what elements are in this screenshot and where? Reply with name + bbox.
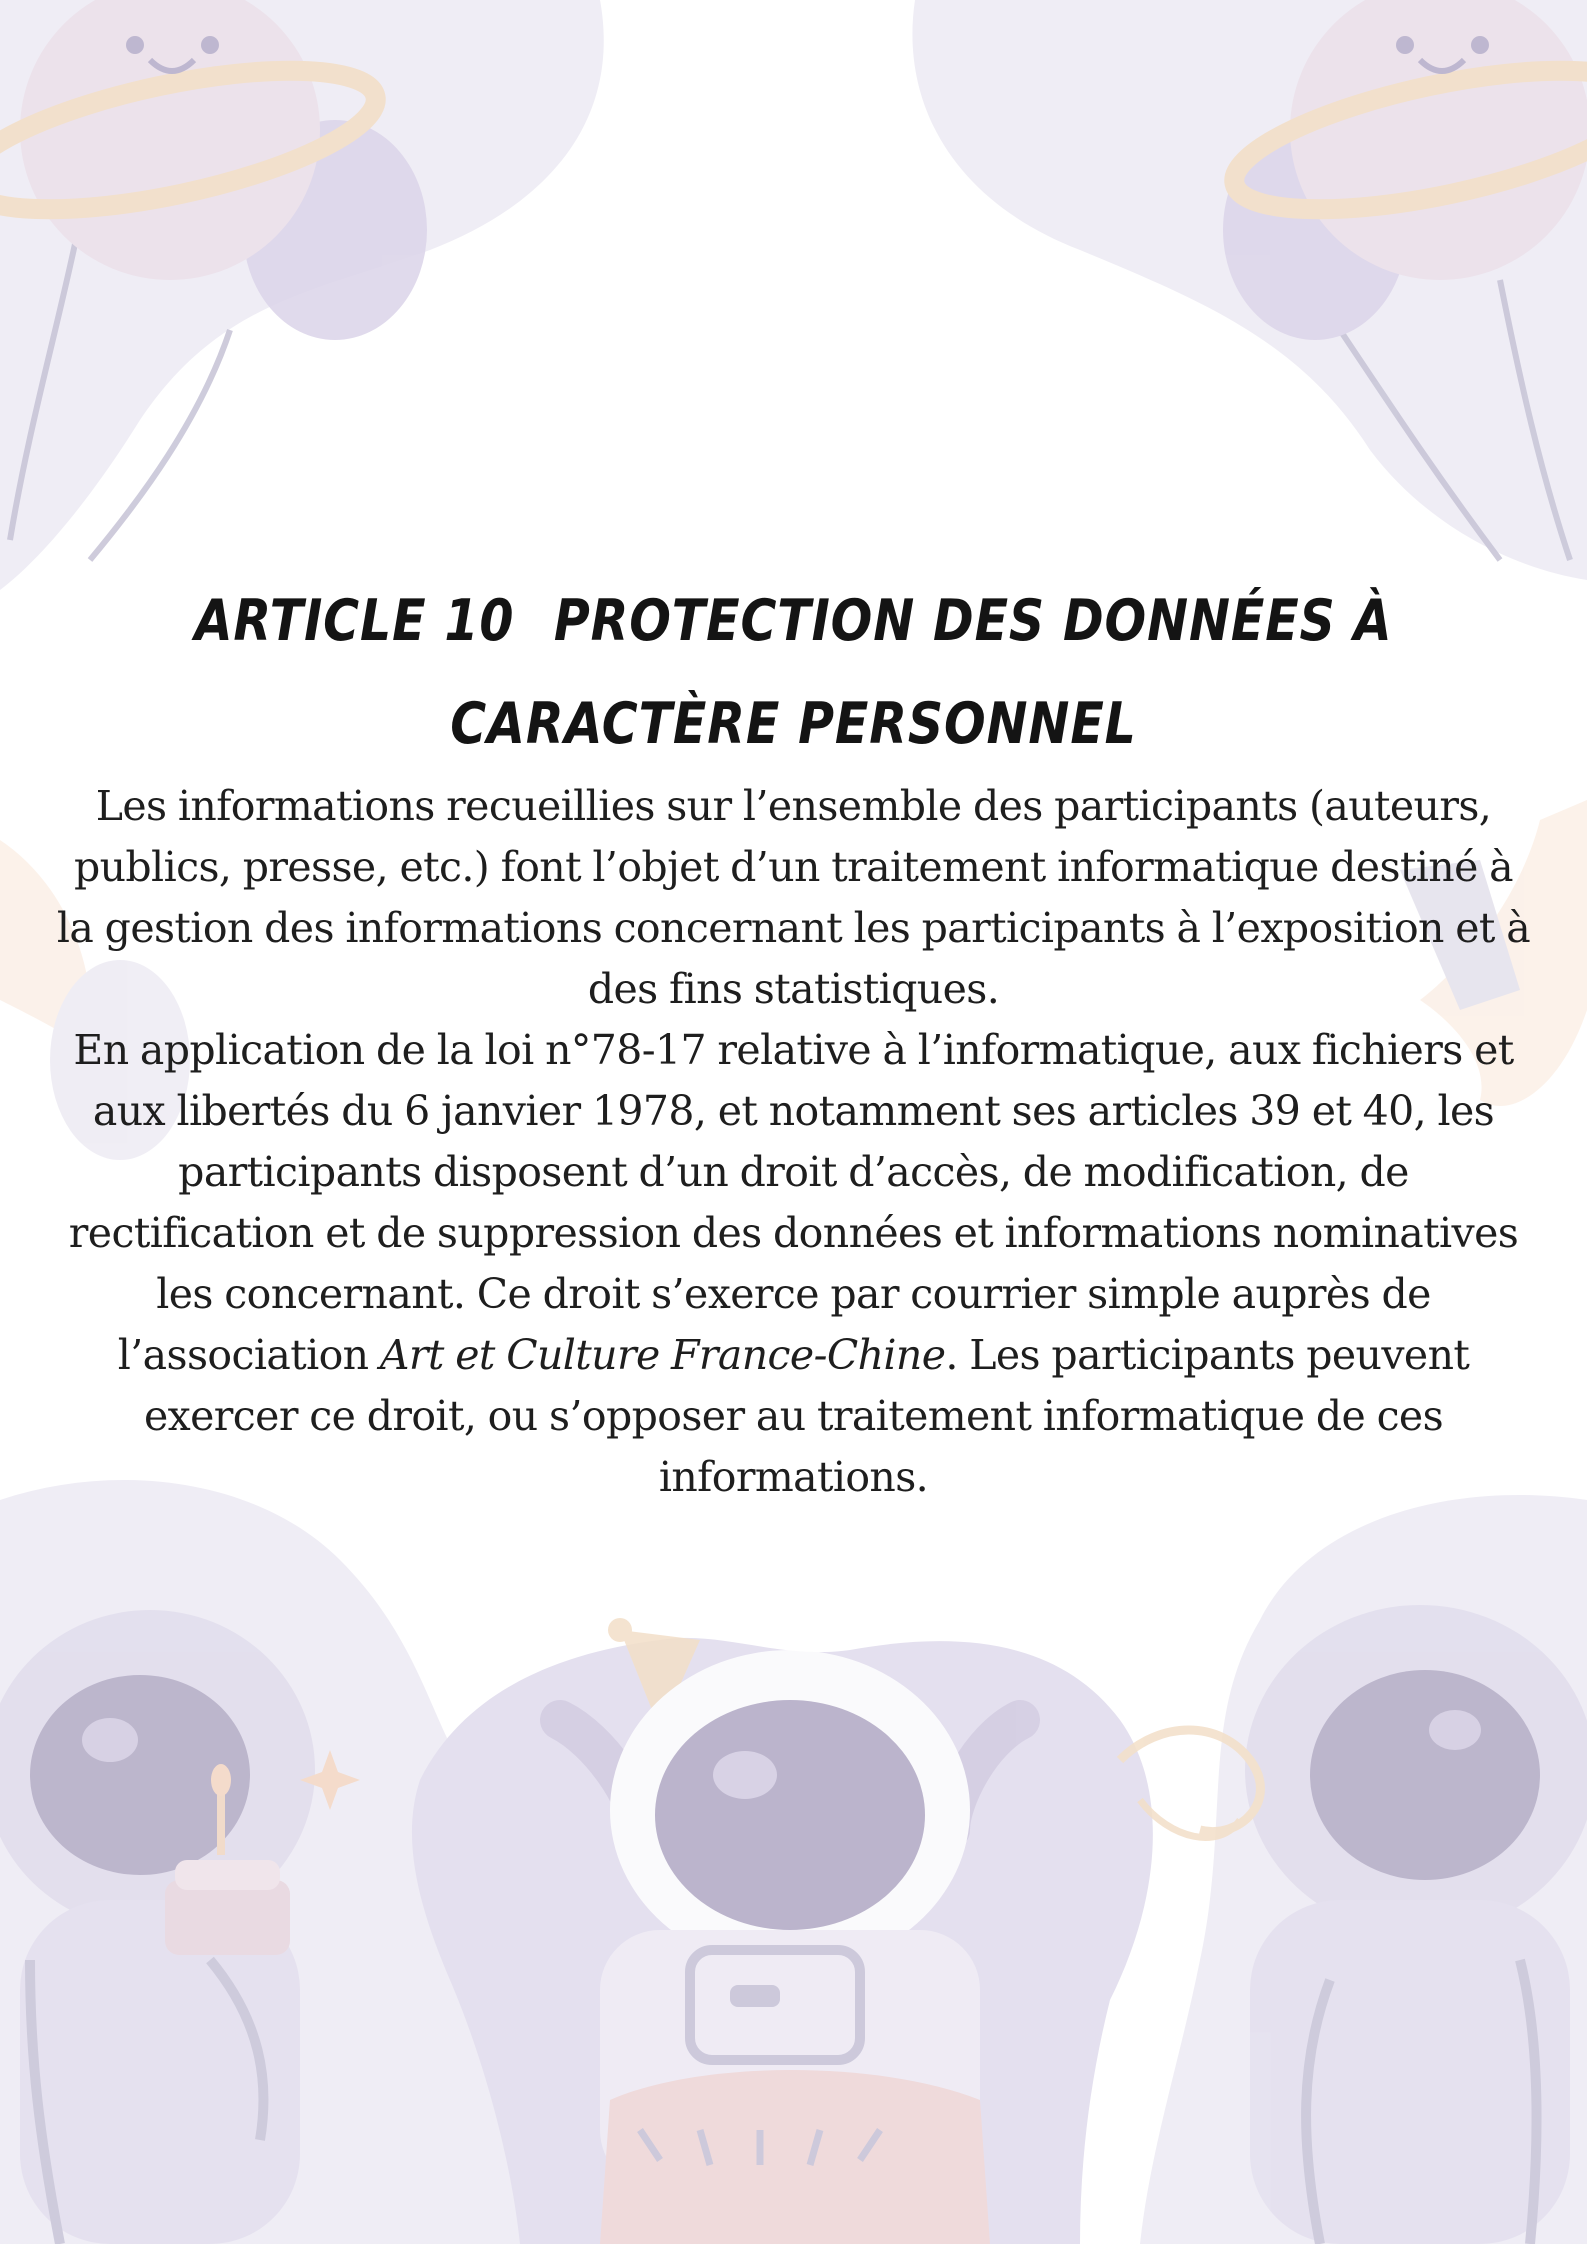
association-name: Art et Culture France-Chine (379, 1331, 946, 1379)
paragraph-1: Les informations recueillies sur l’ensemble des participants (auteurs, publics, presse, etc.) font l’objet d’un traitement informatique destiné à la gestion des informations concernant les participants à l’exposition et à des fins statistiques. (56, 782, 1531, 1013)
article-heading (158, 570, 1428, 776)
paragraph-2-intro: En application de la loi n°78-17 relative à l’informatique, aux fichiers et aux libertés du 6 janvier 1978, et notamment ses articles 39 et 40, les participants disposent d’un droit d’accès, de modification, de rectification et de suppression des données et informations nominatives les concernant. Ce droit s’exerce par courrier simple auprès de l’association (68, 1026, 1519, 1379)
article-content (55, 570, 1532, 1508)
article-body (55, 776, 1532, 1508)
article-title: PROTECTION DES DONNÉES À CARACTÈRE PERSONNEL (450, 588, 1393, 757)
paragraph-2-outro: . Les participants peuvent exercer ce droit, ou s’opposer au traitement informatique de ces informations. (143, 1331, 1470, 1501)
article-number: ARTICLE 10 (194, 588, 515, 654)
